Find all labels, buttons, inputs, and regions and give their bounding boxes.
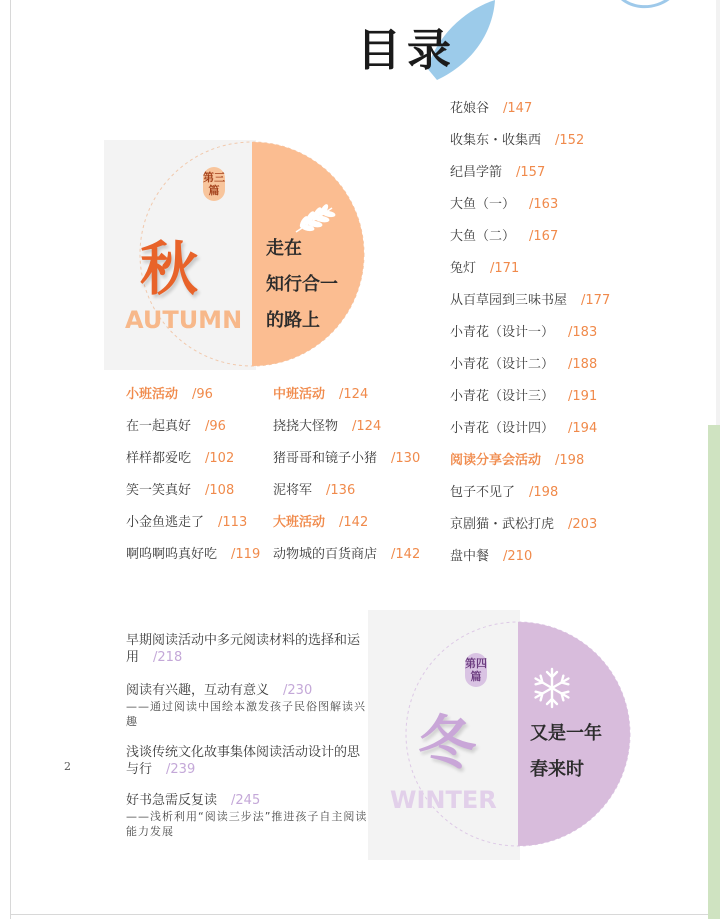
toc-label: 大鱼（一） (450, 197, 516, 212)
toc-entry[interactable] (273, 415, 381, 434)
toc-page: /142 (391, 547, 421, 562)
article-subtitle: ——通过阅读中国绘本激发孩子民俗图解读兴趣 (126, 700, 366, 728)
toc-heading-middle-class[interactable] (273, 383, 368, 402)
article-subtitle: ——浅析利用“阅读三步法”推进孩子自主阅读能力发展 (126, 810, 368, 838)
toc-label: 包子不见了 (450, 485, 516, 500)
toc-label: 兔灯 (450, 261, 477, 276)
toc-article[interactable] (126, 744, 371, 778)
article-title: 早期阅读活动中多元阅读材料的选择和运用 (126, 633, 361, 665)
toc-entry[interactable] (450, 97, 532, 116)
toc-entry[interactable] (450, 481, 558, 500)
toc-entry[interactable] (273, 447, 420, 466)
toc-label: 笑一笑真好 (126, 483, 192, 498)
toc-page: /96 (205, 419, 226, 434)
toc-article[interactable] (126, 632, 371, 666)
toc-page: /136 (326, 483, 356, 498)
toc-page: /230 (283, 683, 313, 698)
toc-heading-small-class[interactable] (126, 383, 213, 402)
toc-article[interactable] (126, 682, 371, 729)
corner-swirl-decoration (610, 0, 680, 18)
toc-page: /130 (391, 451, 421, 466)
toc-label: 泥将军 (273, 483, 313, 498)
autumn-section-tag: 第三篇 (203, 167, 225, 201)
toc-entry[interactable] (450, 193, 558, 212)
autumn-title-line: 走在 (266, 238, 302, 259)
toc-label: 从百草园到三味书屋 (450, 293, 568, 308)
toc-page: /210 (503, 549, 533, 564)
winter-section-banner (368, 610, 660, 860)
toc-entry[interactable] (450, 225, 558, 244)
toc-entry[interactable] (450, 321, 597, 340)
toc-heading-reading-share[interactable] (450, 449, 584, 468)
toc-page: /119 (231, 547, 261, 562)
toc-label: 盘中餐 (450, 549, 490, 564)
snowflake-icon (530, 666, 574, 710)
toc-label: 挠挠大怪物 (273, 419, 339, 434)
toc-page: /188 (568, 357, 598, 372)
toc-label: 小青花（设计四） (450, 421, 555, 436)
toc-entry[interactable] (126, 479, 234, 498)
toc-label: 样样都爱吃 (126, 451, 192, 466)
toc-label: 在一起真好 (126, 419, 192, 434)
toc-page: /124 (352, 419, 382, 434)
toc-label: 小青花（设计一） (450, 325, 555, 340)
toc-page: /198 (555, 453, 585, 468)
toc-entry[interactable] (126, 447, 234, 466)
toc-entry[interactable] (126, 511, 247, 530)
toc-page: /142 (339, 515, 369, 530)
page-edge-bottom (10, 914, 720, 915)
toc-page: /239 (166, 762, 196, 777)
toc-page: /113 (218, 515, 248, 530)
toc-page: /183 (568, 325, 598, 340)
toc-label: 中班活动 (273, 387, 326, 402)
toc-page: /163 (529, 197, 559, 212)
toc-label: 京剧猫・武松打虎 (450, 517, 555, 532)
article-title: 阅读有兴趣，互动有意义 (126, 683, 270, 698)
toc-page: /147 (503, 101, 533, 116)
winter-circle (368, 610, 660, 860)
toc-entry[interactable] (450, 545, 532, 564)
toc-page: /191 (568, 389, 598, 404)
toc-page: /218 (153, 650, 183, 665)
toc-label: 大班活动 (273, 515, 326, 530)
toc-page: /203 (568, 517, 598, 532)
toc-entry[interactable] (450, 129, 584, 148)
toc-page: /102 (205, 451, 235, 466)
toc-page: /108 (205, 483, 235, 498)
toc-entry[interactable] (450, 513, 597, 532)
toc-entry[interactable] (273, 543, 420, 562)
winter-section-title (530, 716, 602, 788)
toc-label: 收集东・收集西 (450, 133, 542, 148)
toc-label: 啊呜啊呜真好吃 (126, 547, 218, 562)
autumn-english-label: AUTUMN (125, 306, 243, 334)
autumn-section-banner (104, 140, 400, 370)
toc-page: /245 (231, 793, 261, 808)
page-edge-left (10, 0, 11, 919)
toc-page: /167 (529, 229, 559, 244)
article-title: 好书急需反复读 (126, 793, 218, 808)
winter-section-tag: 第四篇 (465, 653, 487, 687)
toc-page: /198 (529, 485, 559, 500)
winter-title-line: 春来时 (530, 759, 584, 780)
page-title: 目录 (357, 25, 457, 76)
toc-label: 纪昌学箭 (450, 165, 503, 180)
autumn-section-title (266, 231, 338, 339)
toc-entry[interactable] (450, 385, 597, 404)
toc-page: /152 (555, 133, 585, 148)
toc-page: /157 (516, 165, 546, 180)
toc-entry[interactable] (450, 353, 597, 372)
toc-page: /194 (568, 421, 598, 436)
toc-entry[interactable] (450, 161, 545, 180)
side-color-strip (708, 425, 720, 919)
toc-entry[interactable] (450, 289, 610, 308)
toc-label: 小班活动 (126, 387, 179, 402)
autumn-character: 秋 (140, 235, 199, 303)
toc-label: 动物城的百货商店 (273, 547, 378, 562)
toc-label: 小金鱼逃走了 (126, 515, 205, 530)
toc-label: 小青花（设计二） (450, 357, 555, 372)
toc-label: 猪哥哥和镜子小猪 (273, 451, 378, 466)
toc-article[interactable] (126, 792, 371, 839)
toc-label: 花娘谷 (450, 101, 490, 116)
page-number: 2 (64, 760, 71, 773)
article-title: 浅谈传统文化故事集体阅读活动设计的思与行 (126, 745, 361, 777)
toc-entry[interactable] (126, 415, 226, 434)
winter-character: 冬 (418, 709, 477, 777)
toc-entry[interactable] (450, 257, 519, 276)
toc-heading-big-class[interactable] (273, 511, 368, 530)
toc-page: /171 (490, 261, 520, 276)
winter-title-line: 又是一年 (530, 723, 602, 744)
autumn-title-line: 的路上 (266, 310, 320, 331)
toc-page: /177 (581, 293, 611, 308)
toc-entry[interactable] (126, 543, 260, 562)
toc-label: 大鱼（二） (450, 229, 516, 244)
toc-entry[interactable] (273, 479, 355, 498)
toc-label: 阅读分享会活动 (450, 453, 542, 468)
toc-page: /124 (339, 387, 369, 402)
title-block (345, 0, 515, 90)
toc-page: /96 (192, 387, 213, 402)
toc-label: 小青花（设计三） (450, 389, 555, 404)
winter-english-label: WINTER (390, 786, 497, 814)
autumn-title-line: 知行合一 (266, 274, 338, 295)
toc-entry[interactable] (450, 417, 597, 436)
